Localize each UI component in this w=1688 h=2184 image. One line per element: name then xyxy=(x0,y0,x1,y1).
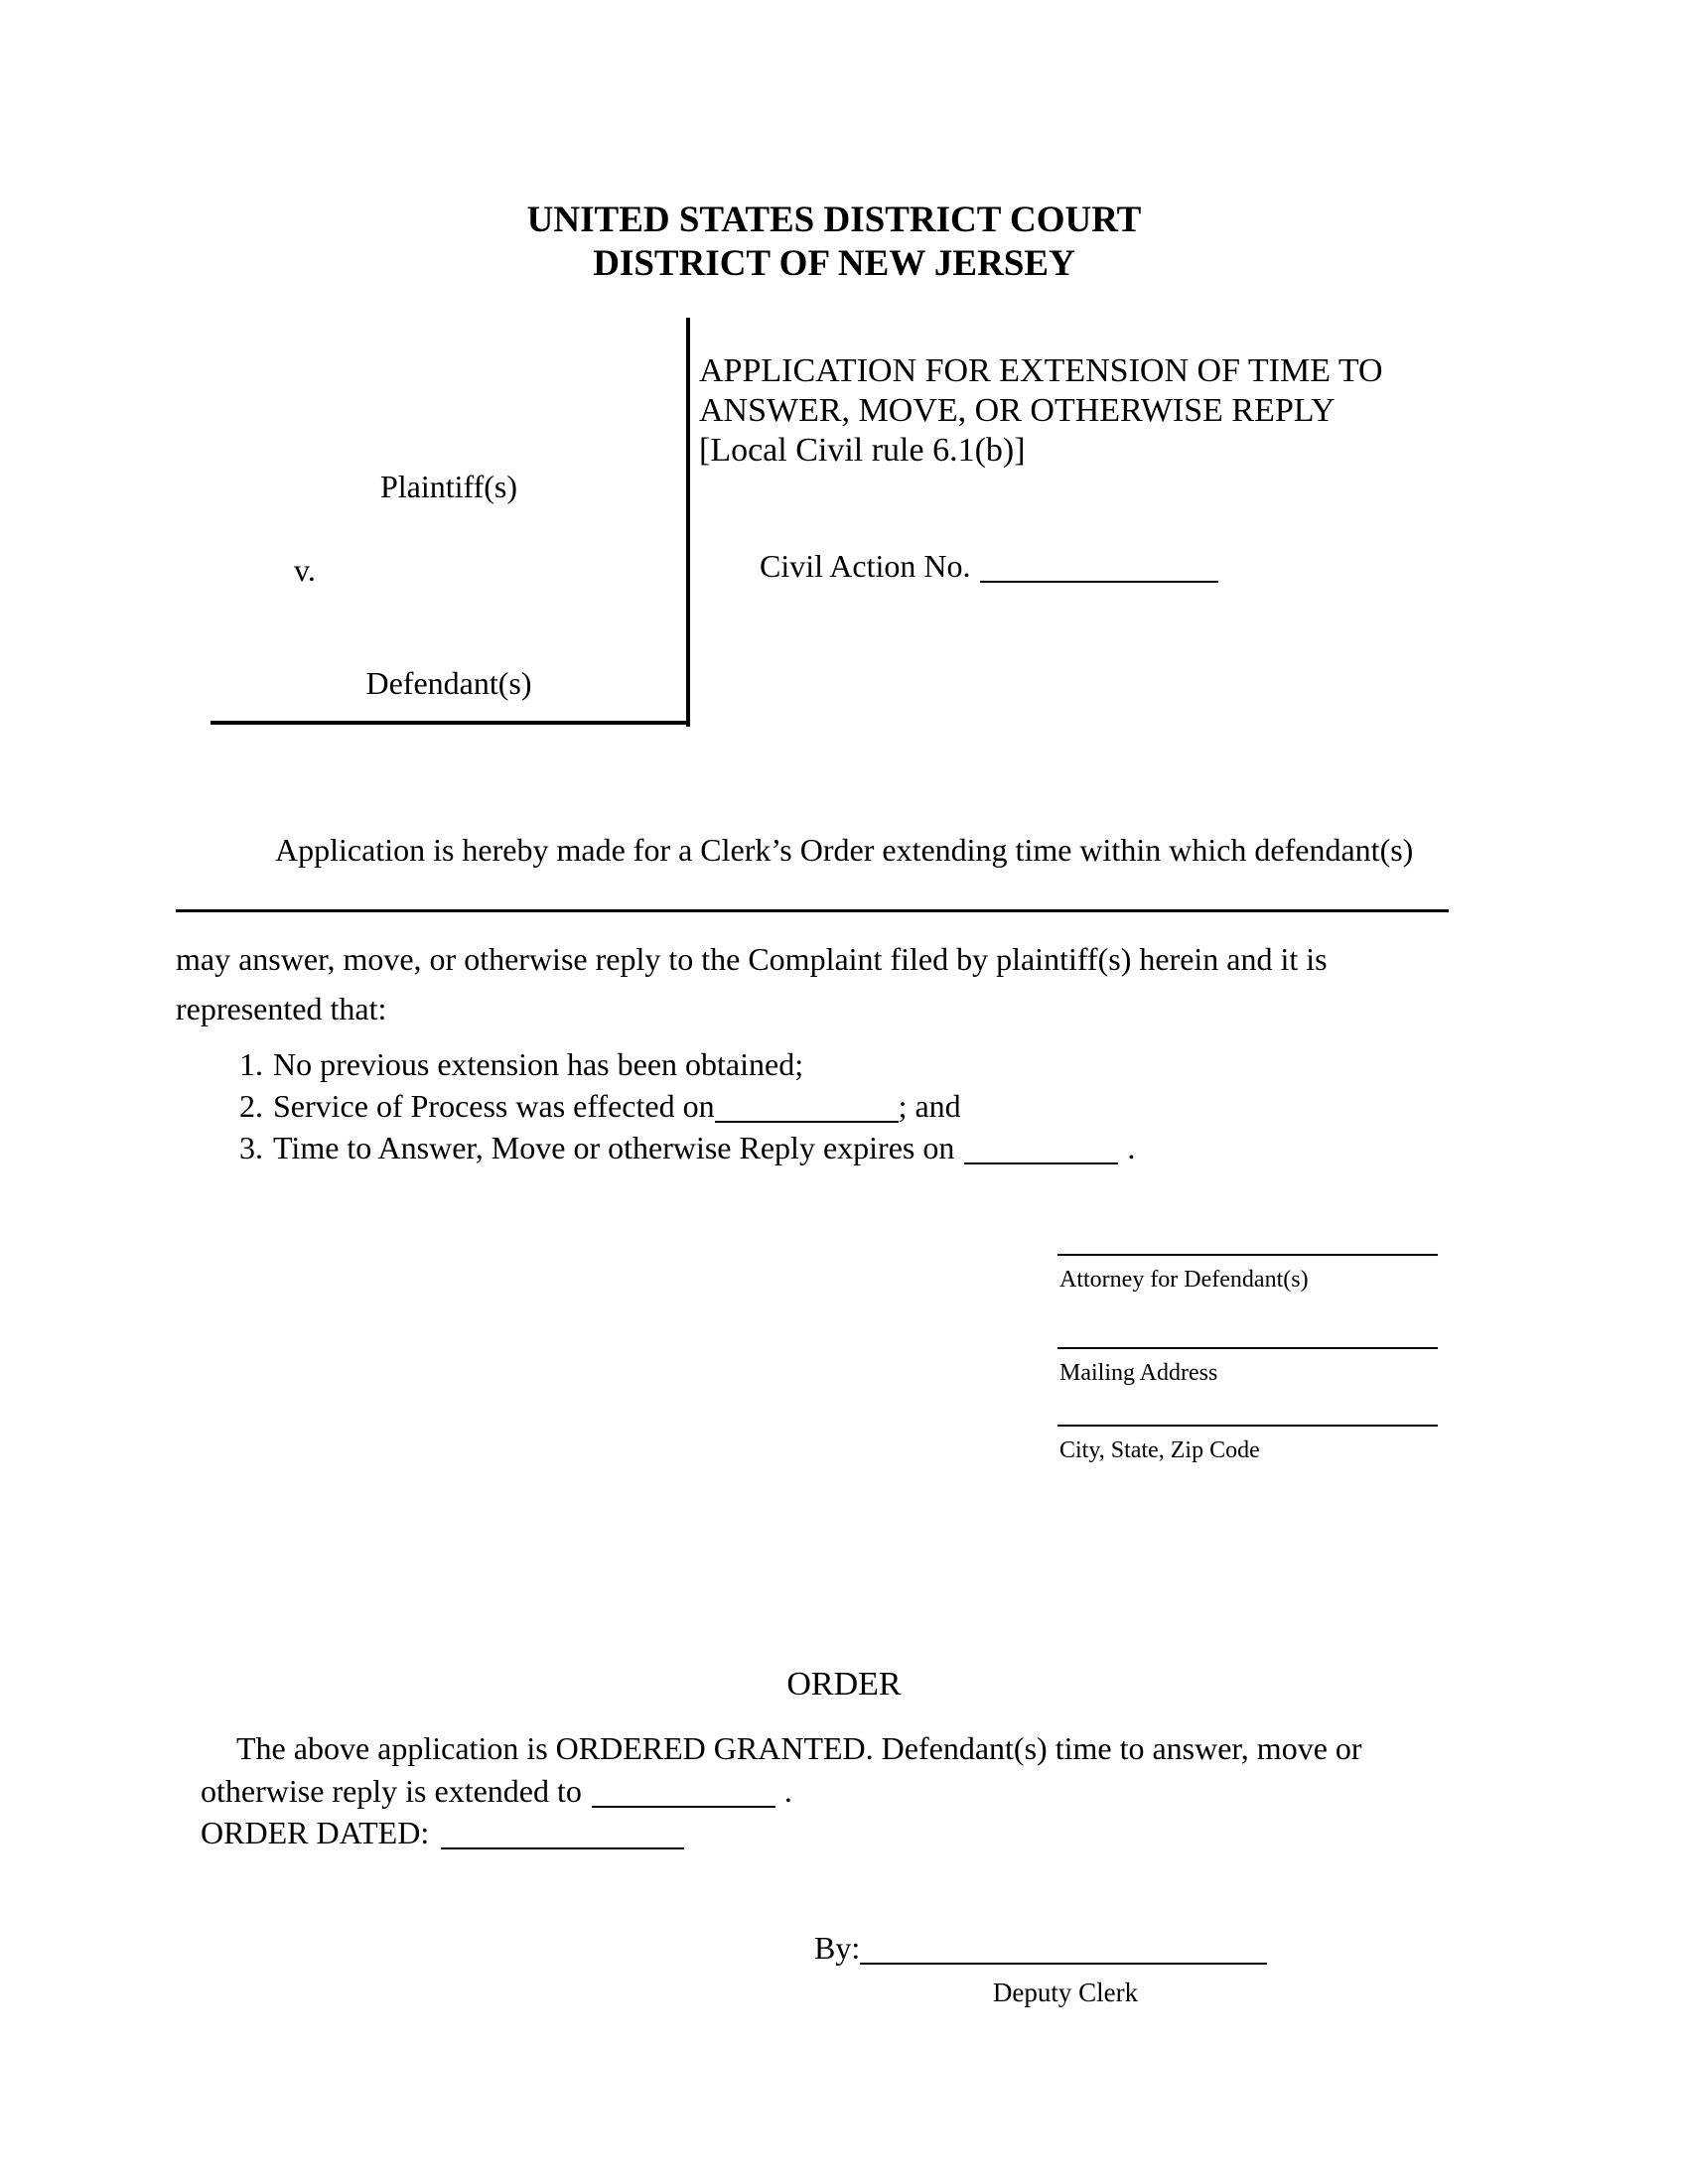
list-item-1 xyxy=(239,1046,803,1083)
list-item-2 xyxy=(239,1088,961,1125)
by-label: By: xyxy=(814,1930,861,1966)
document-title xyxy=(699,351,1454,471)
list-item-1-number: 1. xyxy=(239,1046,263,1082)
civil-action-row xyxy=(760,548,1218,585)
civil-action-number-blank[interactable] xyxy=(980,581,1218,583)
list-item-3-text-after: . xyxy=(1127,1130,1136,1165)
list-item-1-text: No previous extension has been obtained; xyxy=(273,1046,804,1082)
district-name: DISTRICT OF NEW JERSEY xyxy=(593,243,1075,284)
order-date-blank[interactable] xyxy=(441,1847,684,1849)
order-body-line1: The above application is ORDERED GRANTED. Defendant(s) time to answer, move or xyxy=(236,1730,1362,1766)
application-intro-line1: Application is hereby made for a Clerk’s Order extending time within which defendant(s) xyxy=(275,832,1414,868)
document-title-line1: APPLICATION FOR EXTENSION OF TIME TO xyxy=(699,352,1383,389)
order-body-line2 xyxy=(201,1773,792,1810)
mailing-address-label: Mailing Address xyxy=(1059,1360,1218,1386)
attorney-label: Attorney for Defendant(s) xyxy=(1059,1267,1309,1293)
defendant-label: Defendant(s) xyxy=(365,665,532,701)
city-state-zip-blank[interactable] xyxy=(1057,1425,1438,1427)
list-item-3-number: 3. xyxy=(239,1130,263,1165)
order-body-line2-text: otherwise reply is extended to xyxy=(201,1773,582,1809)
deputy-clerk-label: Deputy Clerk xyxy=(992,1978,1139,2007)
application-intro-line2: may answer, move, or otherwise reply to the Complaint filed by plaintiff(s) herein and it is xyxy=(176,941,1328,977)
civil-action-label: Civil Action No. xyxy=(760,548,971,584)
attorney-signature-blank[interactable] xyxy=(1057,1254,1438,1256)
city-state-zip-label: City, State, Zip Code xyxy=(1059,1437,1260,1463)
court-header xyxy=(0,199,1668,286)
expiration-date-blank[interactable] xyxy=(964,1162,1118,1164)
order-heading: ORDER xyxy=(786,1666,902,1703)
list-item-2-number: 2. xyxy=(239,1088,263,1124)
court-name: UNITED STATES DISTRICT COURT xyxy=(526,200,1142,240)
extended-to-date-blank[interactable] xyxy=(592,1806,775,1808)
by-row xyxy=(814,1930,1267,1967)
list-item-2-text-after: ; and xyxy=(898,1088,961,1124)
order-body-line2-period: . xyxy=(783,1773,792,1809)
plaintiff-label: Plaintiff(s) xyxy=(379,469,518,504)
deputy-clerk-signature-blank[interactable] xyxy=(860,1963,1267,1965)
order-dated-label: ORDER DATED: xyxy=(201,1815,430,1850)
document-title-line3: [Local Civil rule 6.1(b)] xyxy=(699,432,1026,469)
list-item-3-text: Time to Answer, Move or otherwise Reply expires on xyxy=(273,1130,955,1165)
application-intro-line3: represented that: xyxy=(176,991,387,1026)
document-title-line2: ANSWER, MOVE, OR OTHERWISE REPLY xyxy=(699,392,1336,429)
list-item-2-text: Service of Process was effected on xyxy=(273,1088,715,1124)
defendant-names-blank-rule[interactable] xyxy=(176,909,1449,912)
list-item-3 xyxy=(239,1130,1135,1166)
order-dated-row xyxy=(201,1815,684,1851)
caption-bottom-rule xyxy=(211,721,690,725)
service-date-blank[interactable] xyxy=(715,1121,899,1123)
versus-label: v. xyxy=(294,552,316,588)
mailing-address-blank[interactable] xyxy=(1057,1347,1438,1349)
